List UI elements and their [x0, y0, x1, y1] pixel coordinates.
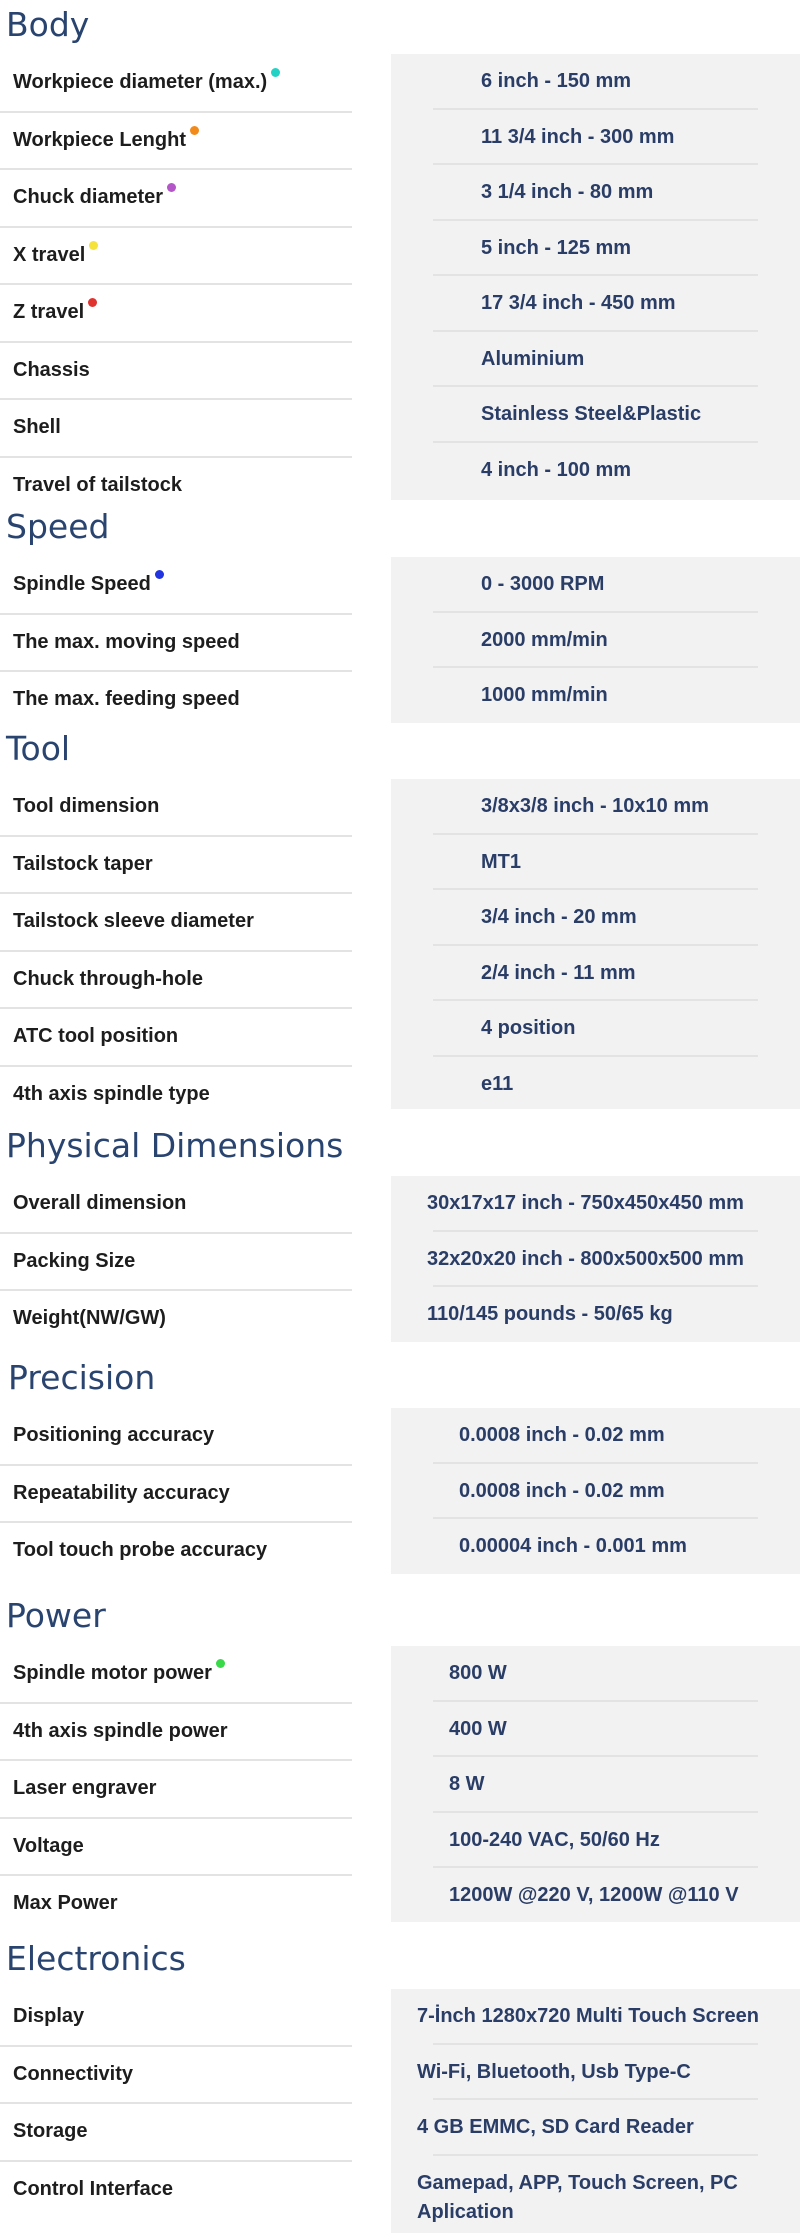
- spec-value: 17 3/4 inch - 450 mm: [481, 292, 676, 314]
- spec-value: 32x20x20 inch - 800x500x500 mm: [427, 1247, 744, 1270]
- spec-row: [0, 1234, 352, 1292]
- spec-value: 4 position: [481, 1017, 576, 1039]
- spec-value: 4 inch - 100 mm: [481, 458, 632, 481]
- spec-value: 400 W: [449, 1717, 507, 1740]
- spec-row: [0, 1819, 352, 1877]
- spec-label: Display: [13, 2005, 85, 2027]
- spec-label: Spindle Speed: [13, 573, 151, 595]
- spec-value: 7-İnch 1280x720 Multi Touch Screen: [417, 2005, 759, 2027]
- spec-label: Packing Size: [13, 1249, 136, 1272]
- spec-value: 2/4 inch - 11 mm: [481, 961, 636, 984]
- spec-label: Chuck through-hole: [13, 967, 203, 990]
- section-title: Tool: [6, 729, 71, 768]
- color-dot: [216, 1659, 225, 1668]
- section-title: Electronics: [6, 1939, 186, 1978]
- spec-label: Repeatability accuracy: [13, 1481, 230, 1504]
- spec-label: Positioning accuracy: [13, 1424, 215, 1446]
- spec-value: 0 - 3000 RPM: [481, 573, 605, 595]
- spec-value: 8 W: [449, 1773, 485, 1795]
- spec-row: [0, 1761, 352, 1819]
- spec-label: Tailstock sleeve diameter: [13, 910, 254, 932]
- color-dot: [167, 183, 176, 192]
- spec-value: 2000 mm/min: [481, 628, 608, 651]
- spec-label: Travel of tailstock: [13, 473, 182, 496]
- spec-label: 4th axis spindle power: [13, 1719, 228, 1742]
- spec-row: [0, 1176, 352, 1234]
- spec-value: 6 inch - 150 mm: [481, 70, 632, 92]
- spec-value: 0.0008 inch - 0.02 mm: [459, 1479, 665, 1502]
- color-dot: [190, 126, 199, 135]
- spec-row: [0, 779, 352, 837]
- section-title: Power: [6, 1596, 106, 1635]
- spec-value: Aluminium: [481, 347, 585, 370]
- spec-row: [0, 400, 352, 458]
- section-title: Physical Dimensions: [6, 1126, 344, 1165]
- spec-label: The max. feeding speed: [13, 688, 240, 710]
- section-title: Precision: [8, 1358, 156, 1397]
- spec-value: 0.0008 inch - 0.02 mm: [459, 1424, 665, 1446]
- spec-row: [0, 285, 352, 343]
- spec-values: [391, 54, 800, 500]
- spec-value: 100-240 VAC, 50/60 Hz: [449, 1828, 660, 1851]
- spec-value: 5 inch - 125 mm: [481, 236, 632, 259]
- color-dot: [88, 298, 97, 307]
- spec-row: [0, 1291, 352, 1347]
- spec-value: Gamepad, APP, Touch Screen, PC Aplication: [417, 2171, 738, 2223]
- spec-label: Overall dimension: [13, 1192, 187, 1214]
- spec-labels: [0, 55, 352, 513]
- spec-label: Spindle motor power: [13, 1662, 212, 1684]
- spec-row: [0, 2047, 352, 2105]
- spec-row: [0, 1704, 352, 1762]
- spec-row: [0, 228, 352, 286]
- spec-row: [0, 615, 352, 673]
- spec-label: Control Interface: [13, 2177, 174, 2200]
- spec-label: Tool touch probe accuracy: [13, 1539, 268, 1561]
- spec-row: [0, 1876, 352, 1932]
- spec-row: [0, 2104, 352, 2162]
- section-title: Speed: [6, 507, 110, 546]
- color-dot: [271, 68, 280, 77]
- spec-value: 4 GB EMMC, SD Card Reader: [417, 2116, 694, 2138]
- spec-label: X travel: [13, 243, 86, 266]
- spec-row: [0, 343, 352, 401]
- spec-label: Workpiece diameter (max.): [13, 71, 268, 93]
- spec-row: [0, 1989, 352, 2047]
- section-title: Body: [6, 5, 90, 44]
- spec-label: ATC tool position: [13, 1025, 179, 1047]
- spec-row: [0, 952, 352, 1010]
- spec-label: Tool dimension: [13, 795, 160, 817]
- spec-label: Chuck diameter: [13, 186, 164, 208]
- spec-row: [0, 1523, 352, 1579]
- spec-value: Wi-Fi, Bluetooth, Usb Type-C: [417, 2060, 691, 2083]
- spec-label: The max. moving speed: [13, 630, 240, 653]
- spec-row: [0, 672, 352, 728]
- spec-label: Z travel: [13, 301, 85, 323]
- spec-row: [0, 458, 352, 514]
- spec-row: [0, 55, 352, 113]
- spec-row: [0, 1466, 352, 1524]
- spec-value: 30x17x17 inch - 750x450x450 mm: [427, 1192, 744, 1214]
- spec-label: Shell: [13, 416, 61, 438]
- color-dot: [89, 241, 98, 250]
- spec-value: 1200W @220 V, 1200W @110 V: [449, 1884, 739, 1906]
- spec-value: 0.00004 inch - 0.001 mm: [459, 1535, 687, 1557]
- spec-label: Voltage: [13, 1834, 84, 1857]
- spec-row: [0, 557, 352, 615]
- spec-row: [0, 113, 352, 171]
- spec-label: Tailstock taper: [13, 852, 153, 875]
- spec-label: Laser engraver: [13, 1777, 157, 1799]
- spec-value: MT1: [481, 850, 521, 873]
- spec-value: 1000 mm/min: [481, 684, 608, 706]
- spec-row: [0, 1067, 352, 1123]
- spec-row: [0, 2162, 352, 2218]
- spec-value: e11: [481, 1072, 514, 1095]
- spec-value: 3/4 inch - 20 mm: [481, 906, 637, 928]
- spec-label: Workpiece Lenght: [13, 128, 186, 151]
- spec-row: [0, 1408, 352, 1466]
- spec-value: 11 3/4 inch - 300 mm: [481, 125, 675, 148]
- spec-value: 3 1/4 inch - 80 mm: [481, 181, 654, 203]
- spec-label: Chassis: [13, 358, 90, 381]
- spec-value: Stainless Steel&Plastic: [481, 403, 702, 425]
- spec-row: [0, 1646, 352, 1704]
- spec-row: [0, 894, 352, 952]
- spec-label: Weight(NW/GW): [13, 1307, 166, 1329]
- spec-row: [0, 837, 352, 895]
- spec-value: 800 W: [449, 1662, 507, 1684]
- spec-label: Max Power: [13, 1892, 118, 1914]
- spec-value: 110/145 pounds - 50/65 kg: [427, 1303, 673, 1325]
- spec-value: 3/8x3/8 inch - 10x10 mm: [481, 795, 709, 817]
- spec-label: 4th axis spindle type: [13, 1082, 210, 1105]
- spec-label: Connectivity: [13, 2062, 134, 2085]
- spec-row: [0, 170, 352, 228]
- spec-label: Storage: [13, 2120, 88, 2142]
- spec-row: [0, 1009, 352, 1067]
- color-dot: [155, 570, 164, 579]
